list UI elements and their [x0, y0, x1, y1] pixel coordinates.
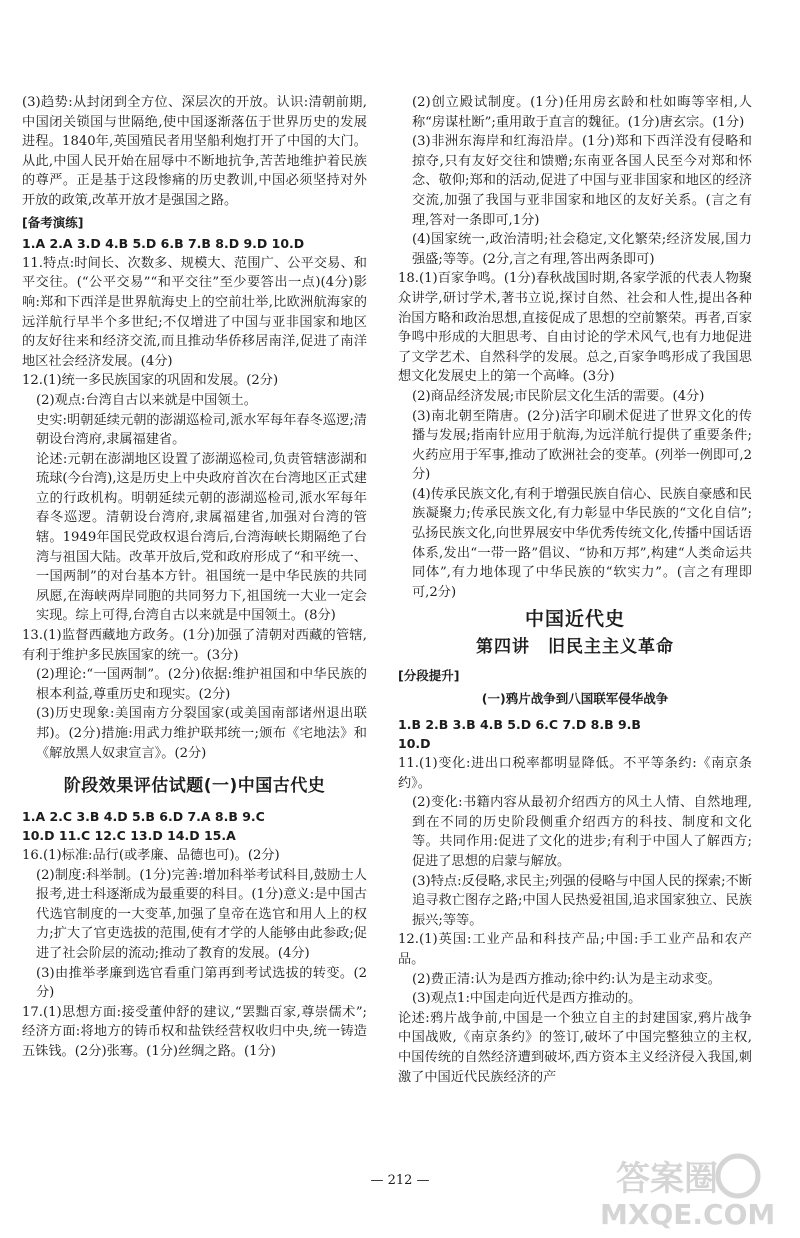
paragraph: 论述:鸦片战争前,中国是一个独立自主的封建国家,鸦片战争中国战败,《南京条约》的签订,破坏了中国完整独立的主权,中国传统的自然经济遭到破坏,西方资本主义经济侵入我国,刺激了中国近代民族经济的产	[398, 1010, 752, 1085]
answer-subitem: (3)历史现象:美国南方分裂国家(或美国南部诸州退出联邦)。(2分)措施:用武力维护联邦统一;颁布《宅地法》和《解放黑人奴隶宣言》。(2分)	[36, 706, 367, 761]
paragraph: (3)趋势:从封闭到全方位、深层次的开放。认识:清朝前期,中国闭关锁国与世隔绝,使中国逐渐落伍于世界历史的发展进程。1840年,英国殖民者用坚船利炮打开了中国的大门。从此,中国人民开始在屈辱中不断地抗争,苦苦地维护着民族的尊严。正是基于这段惨痛的历史教训,中国必须坚持对外开放的政策,改革开放才是强国之路。	[22, 95, 367, 208]
paragraph: 11.特点:时间长、次数多、规模大、范围广、公平交易、和平交往。(“公平交易”“和平交往”至少要答出一点)(4分)影响:郑和下西洋是世界航海史上的空前壮举,比欧洲航海家的远洋航行早半个多世纪;不仅增进了中国与亚非国家和地区的友好往来和经济交流,而且推动华侨移居南洋,促进了南洋地区社会经济发展。(4分)	[22, 255, 367, 369]
paragraph: 12.(1)统一多民族国家的巩固和发展。(2分)	[22, 373, 279, 389]
right-column	[398, 93, 752, 1087]
answer-subitem: (2)制度:科举制。(1分)完善:增加科举考试科目,鼓励士人报考,进士科逐渐成为最重要的科目。(1分)意义:是中国古代选官制度的一大变革,加强了皇帝在选官和用人上的权力;扩大了官吏选拔的范围,使有才学的人能够由此参政;促进了社会阶层的流动;推动了教育的发展。(4分)	[36, 867, 367, 961]
answer-subitem: (3)观点1:中国走向近代是西方推动的。	[412, 991, 642, 1007]
answer-subitem: 史实:明朝延续元朝的澎湖巡检司,派水军每年春冬巡逻;清朝设台湾府,隶属福建省。	[36, 412, 367, 448]
section-heading: 阶段效果评估试题(一)中国古代史	[63, 776, 326, 797]
paragraph: 12.(1)英国:工业产品和科技产品;中国:手工业产品和农产品。	[398, 932, 752, 967]
answer-subitem: (3)特点:反侵略,求民主;列强的侵略与中国人民的探索;不断追寻救亡图存之路;中国人民热爱祖国,追求国家独立、民族振兴;等等。	[412, 873, 752, 928]
left-column	[22, 93, 367, 1062]
paragraph: 16.(1)标准:品行(或孝廉、品德也可)。(2分)	[22, 847, 280, 863]
answer-key-row: 10.D 11.C 12.C 13.D 14.D 15.A	[22, 828, 236, 844]
lecture-title: 第四讲 旧民主主义革命	[476, 637, 674, 658]
answer-key-row: 1.B 2.B 3.B 4.B 5.D 6.C 7.D 8.B 9.B	[398, 716, 641, 732]
subsection-title: (一)鸦片战争到八国联军侵华战争	[481, 691, 669, 707]
answer-subitem: (2)费正清:认为是西方推动;徐中约:认为是主动求变。	[412, 971, 721, 987]
answer-key-row: 10.D	[398, 736, 431, 752]
watermark-logo	[588, 1150, 778, 1230]
answer-subitem: (2)创立殿试制度。(1分)任用房玄龄和杜如晦等宰相,人称“房谋杜断”;重用敢于直言的魏征。(1分)唐玄宗。(1分)	[412, 95, 752, 130]
page-number: — 212 —	[370, 1173, 430, 1188]
watermark-top-text: 答案圈	[616, 1159, 718, 1199]
paragraph: 13.(1)监督西藏地方政务。(1分)加强了清朝对西藏的管辖,有利于维护多民族国家的统一。(3分)	[22, 628, 367, 663]
paragraph: 11.(1)变化:进出口税率都明显降低。不平等条约:《南京条约》。	[398, 756, 752, 791]
paragraph: 18.(1)百家争鸣。(1分)春秋战国时期,各家学派的代表人物聚众讲学,研讨学术,著书立说,探讨自然、社会和人性,提出各种治国方略和政治思想,直接促成了思想的空前繁荣。再者,百家争鸣中形成的大胆思考、自由讨论的学术风气,也有力地促进了文学艺术、自然科学的发展。总之,百家争鸣形成了我国思想文化发展史上的第一个高峰。(3分)	[398, 271, 752, 385]
watermark-bottom-text: MXQE.COM	[600, 1198, 776, 1230]
answer-subitem: (2)商品经济发展;市民阶层文化生活的需要。(4分)	[412, 388, 705, 404]
answer-subitem: (3)非洲东海岸和红海沿岸。(1分)郑和下西洋没有侵略和掠夺,只有友好交往和馈赠;东南亚各国人民至今对郑和怀念、敬仰;郑和的活动,促进了中国与亚非国家和地区的经济交流,加强了我国与亚非国家和地区的友好关系。(言之有理,答对一条即可,1分)	[412, 134, 752, 228]
paragraph: 17.(1)思想方面:接受董仲舒的建议,“罢黜百家,尊崇儒术”;经济方面:将地方的铸币权和盐铁经营权收归中央,统一铸造五铢钱。(2分)张骞。(1分)丝绸之路。(1分)	[22, 1004, 367, 1059]
answer-key-row: 1.A 2.A 3.D 4.B 5.D 6.B 7.B 8.D 9.D 10.D	[22, 236, 305, 252]
answer-subitem: (2)变化:书籍内容从最初介绍西方的风土人情、自然地理,到在不同的历史阶段侧重介绍西方的科技、制度和文化等。共同作用:促进了文化的进步;有利于中国人了解西方;促进了思想的启蒙与解放。	[412, 795, 752, 869]
answer-key-row: 1.A 2.C 3.B 4.D 5.B 6.D 7.A 8.B 9.C	[22, 808, 265, 824]
answer-subitem: (3)由推举孝廉到选官看重门第再到考试选拔的转变。(2分)	[36, 965, 367, 1001]
part-title: 中国近代史	[524, 608, 625, 631]
answer-subitem: 论述:元朝在澎湖地区设置了澎湖巡检司,负责管辖澎湖和琉球(今台湾),这是历史上中央政府首次在台湾地区正式建立的行政机构。明朝延续元朝的澎湖巡检司,派水军每年春冬巡逻。清朝设台湾府,隶属福建省,加强对台湾的管辖。1949年国民党政权退台湾后,台湾海峡长期隔绝了台湾与祖国大陆。改革开放后,党和政府形成了“和平统一、一国两制”的对台基本方针。祖国统一是中华民族的共同夙愿,在海峡两岸同胞的共同努力下,祖国统一大业一定会实现。综上可得,台湾自古以来就是中国领土。(8分)	[36, 451, 367, 624]
answer-subitem: (4)国家统一,政治清明;社会稳定,文化繁荣;经济发展,国力强盛;等等。(2分,言之有理,答出两条即可)	[412, 232, 752, 267]
answer-subitem: (4)传承民族文化,有利于增强民族自信心、民族自豪感和民族凝聚力;传承民族文化,有力彰显中华民族的“文化自信”;弘扬民族文化,向世界展安中华优秀传统文化,传播中国话语体系,发出“一带一路”倡议、“协和万邦”,构建“人类命运共同体”,有力地体现了中华民族的“软实力”。(言之有理即可,2分)	[412, 486, 752, 600]
section-tag: [分段提升]	[398, 667, 460, 683]
section-tag: [备考演练]	[22, 214, 84, 230]
answer-subitem: (3)南北朝至隋唐。(2分)活字印刷术促进了世界文化的传播与发展;指南针应用于航海,为远洋航行提供了重要条件;火药应用于军事,推动了欧洲社会的变革。(列举一例即可,2分)	[412, 408, 752, 483]
answer-subitem: (2)观点:台湾自古以来就是中国领土。	[36, 392, 257, 408]
answer-subitem: (2)理论:“一国两制”。(2分)依据:维护祖国和中华民族的根本利益,尊重历史和现实。(2分)	[36, 667, 367, 702]
